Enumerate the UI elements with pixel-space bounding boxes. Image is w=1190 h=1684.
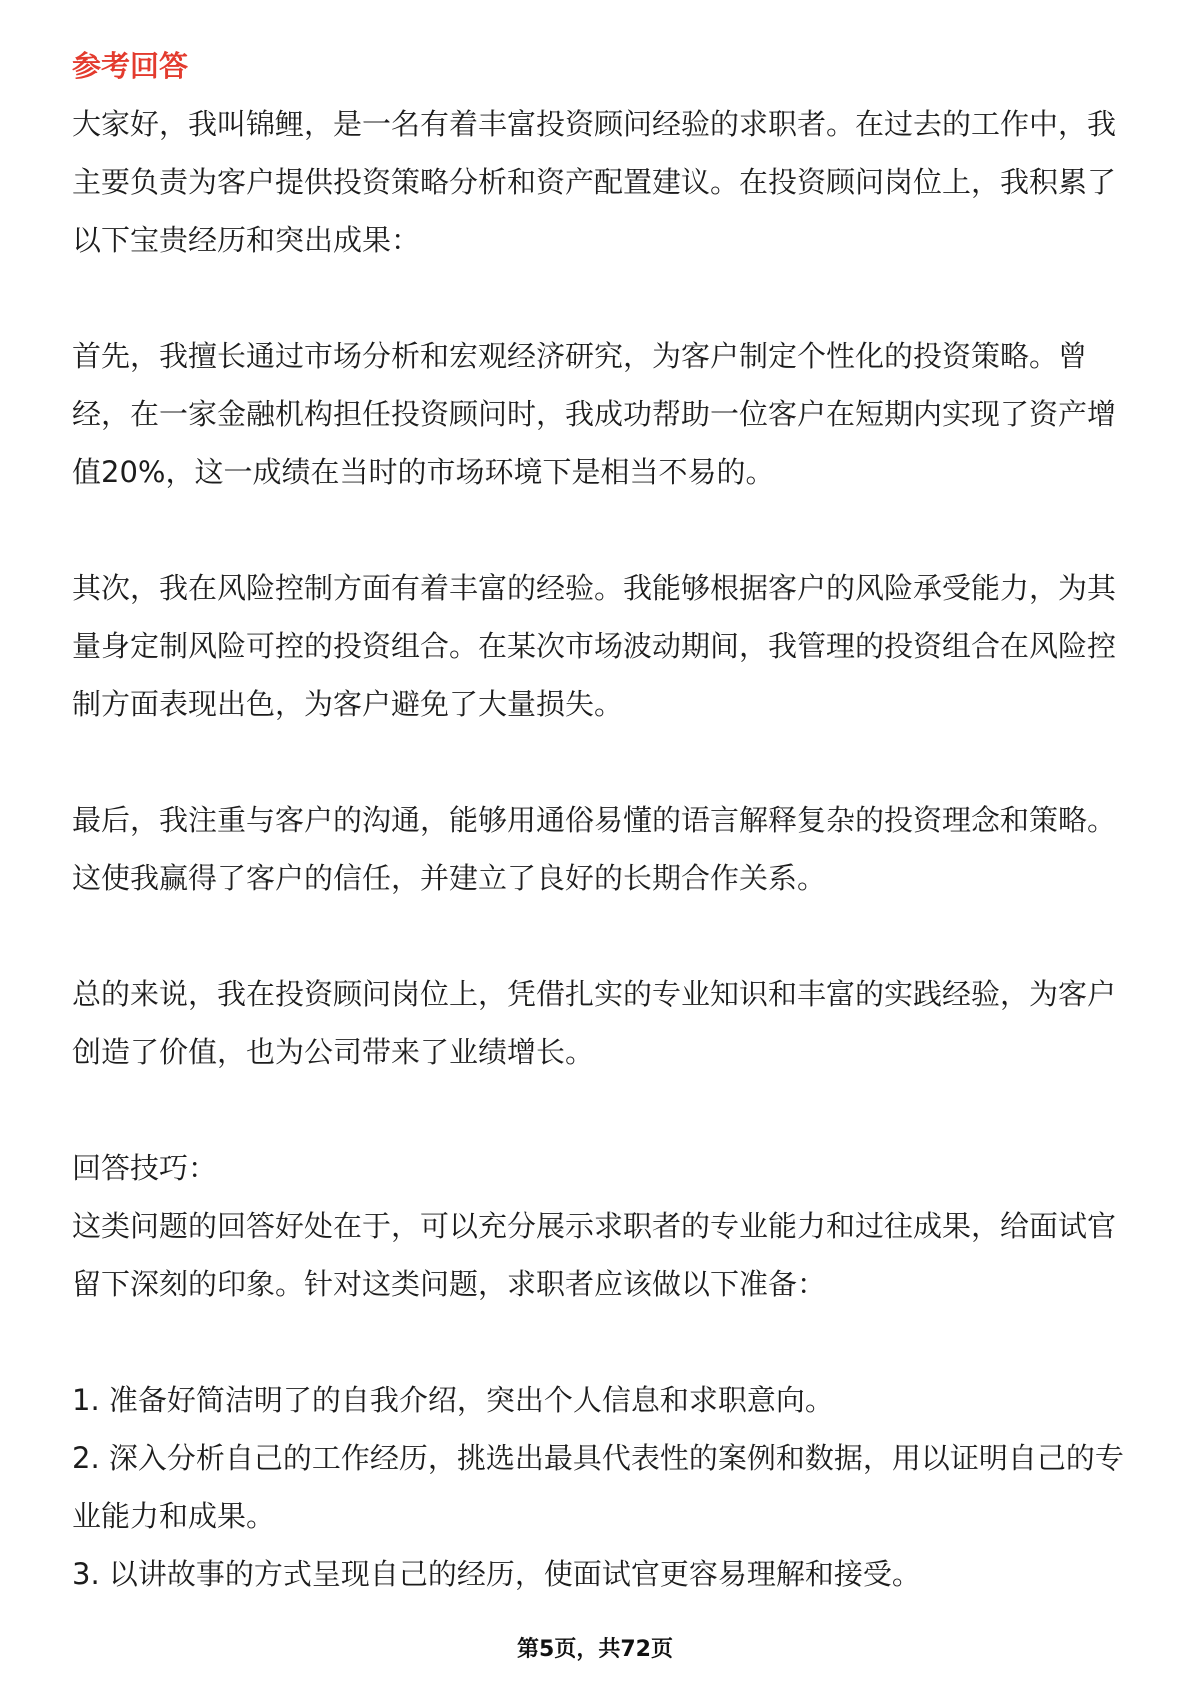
paragraph-line: 这使我赢得了客户的信任，并建立了良好的长期合作关系。 — [72, 861, 827, 895]
paragraph-line: 量身定制风险可控的投资组合。在某次市场波动期间，我管理的投资组合在风险控 — [72, 629, 1117, 663]
answer-paragraph-1 — [72, 95, 1142, 269]
tips-section — [72, 1139, 1142, 1313]
paragraph-line: 主要负责为客户提供投资策略分析和资产配置建议。在投资顾问岗位上，我积累了 — [72, 165, 1117, 199]
tips-item-line: 1. 准备好简洁明了的自我介绍，突出个人信息和求职意向。 — [72, 1383, 834, 1417]
tips-list — [72, 1371, 1142, 1603]
paragraph-line: 制方面表现出色，为客户避免了大量损失。 — [72, 687, 624, 721]
tips-intro-line: 这类问题的回答好处在于，可以充分展示求职者的专业能力和过往成果，给面试官 — [72, 1209, 1117, 1243]
paragraph-line: 大家好，我叫锦鲤，是一名有着丰富投资顾问经验的求职者。在过去的工作中，我 — [72, 107, 1117, 141]
paragraph-line: 以下宝贵经历和突出成果： — [72, 223, 421, 257]
paragraph-line: 创造了价值，也为公司带来了业绩增长。 — [72, 1035, 595, 1069]
paragraph-line: 经，在一家金融机构担任投资顾问时，我成功帮助一位客户在短期内实现了资产增 — [72, 397, 1117, 431]
answer-paragraph-4 — [72, 791, 1142, 907]
page-content — [72, 37, 1142, 1603]
paragraph-line: 总的来说，我在投资顾问岗位上，凭借扎实的专业知识和丰富的实践经验，为客户 — [72, 977, 1117, 1011]
paragraph-line: 最后，我注重与客户的沟通，能够用通俗易懂的语言解释复杂的投资理念和策略。 — [72, 803, 1117, 837]
tips-item-3 — [72, 1545, 1142, 1603]
tips-item-line: 业能力和成果。 — [72, 1499, 276, 1533]
tips-heading: 回答技巧： — [72, 1151, 218, 1185]
tips-intro-line: 留下深刻的印象。针对这类问题，求职者应该做以下准备： — [72, 1267, 827, 1301]
paragraph-line: 首先，我擅长通过市场分析和宏观经济研究，为客户制定个性化的投资策略。曾 — [72, 339, 1088, 373]
tips-item-line: 2. 深入分析自己的工作经历，挑选出最具代表性的案例和数据，用以证明自己的专 — [72, 1441, 1124, 1475]
answer-heading: 参考回答 — [72, 49, 189, 83]
page-footer: 第5页，共72页 — [517, 1637, 673, 1662]
answer-paragraph-5 — [72, 965, 1142, 1081]
tips-item-1 — [72, 1371, 1142, 1429]
answer-paragraph-2 — [72, 327, 1142, 501]
tips-item-line: 3. 以讲故事的方式呈现自己的经历，使面试官更容易理解和接受。 — [72, 1557, 921, 1591]
answer-paragraph-3 — [72, 559, 1142, 733]
paragraph-line: 其次，我在风险控制方面有着丰富的经验。我能够根据客户的风险承受能力，为其 — [72, 571, 1117, 605]
tips-item-2 — [72, 1429, 1142, 1545]
paragraph-line: 值20%，这一成绩在当时的市场环境下是相当不易的。 — [72, 455, 775, 489]
